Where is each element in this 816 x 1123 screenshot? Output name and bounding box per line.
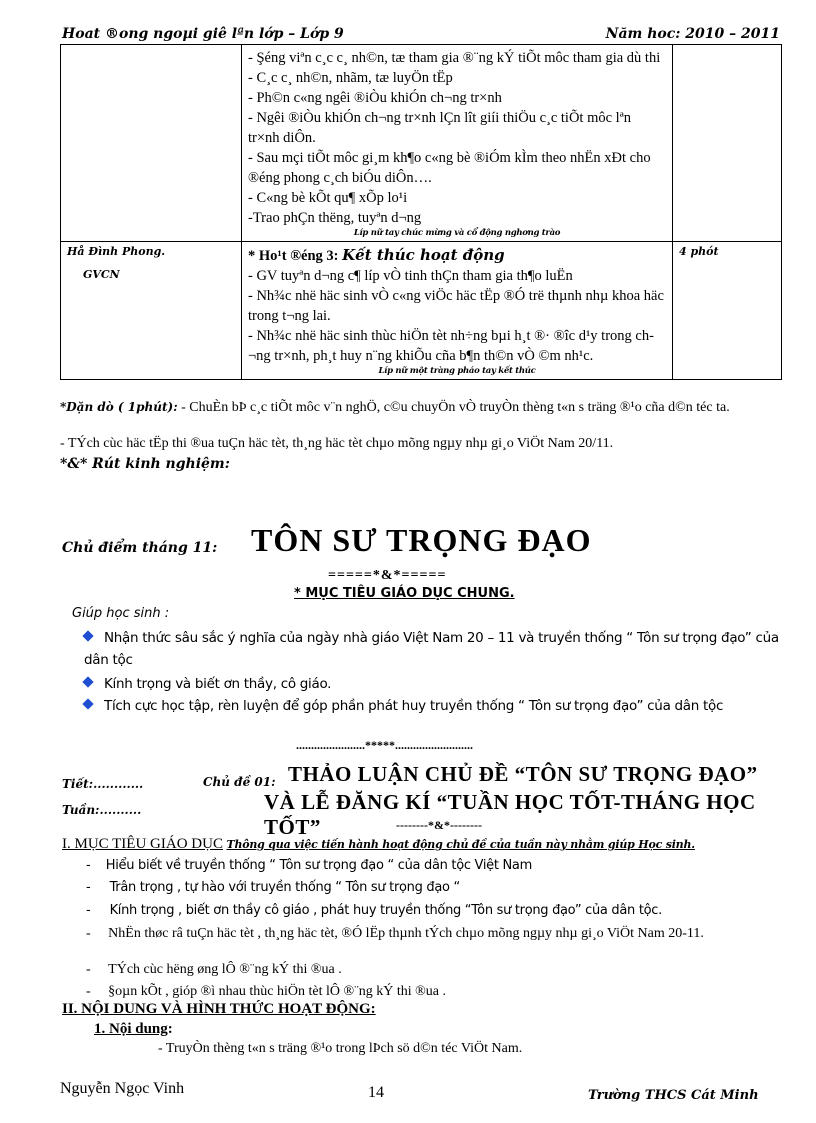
activity-line: - Ngêi ®iÒu khiÓn ch¬ng tr×nh lÇn lît giíi thiÖu c¸c tiÕt môc lªn tr×nh diÔn. (248, 110, 631, 146)
objective-item: - Trân trọng , tự hào với truyền thống “ Tôn sư trọng đạo “ (86, 880, 460, 895)
activity-prefix: * Ho¹t ®éng 3: (248, 248, 339, 264)
activity-line: - Şéng viªn c¸c c¸ nh©n, tæ tham gia ®¨ng kÝ tiÕt môc tham gia dù thi (248, 50, 661, 66)
activity-cell (242, 45, 673, 242)
time-cell (673, 45, 782, 242)
section2-subheading: 1. Nội dung (94, 1021, 168, 1037)
section2-subheading-line (94, 1021, 173, 1038)
diamond-bullet-icon (82, 698, 93, 709)
objective-text: Kính trọng , biết ơn thầy cô giáo , phát huy truyền thống “Tôn sư trọng đạo” của dân tộc. (109, 903, 662, 918)
homework-label: *Dặn dò ( 1phút): (60, 400, 178, 414)
activity-footer-note: Líp nữ một tràng pháo tay kết thúc (378, 366, 536, 376)
goal-intro: Giúp học sinh : (72, 606, 170, 621)
dots-separator: .......................*****.......................... (296, 738, 473, 752)
goal-bullet-text: Kính trọng và biết ơn thầy, cô giáo. (104, 676, 332, 692)
activity-line: - Nh¾c nhë häc sinh thùc hiÖn tèt nh÷ng bµi h¸t ®· ®îc d¹y trong ch¬ng tr×nh, ph¸t huy n¨ng khiÕu cña b¶n th©n vÒ ©m nh¹c. (248, 328, 654, 364)
activity-table (60, 44, 782, 380)
diamond-bullet-icon (82, 630, 93, 641)
footer-school: Trường THCS Cát Minh (588, 1088, 759, 1103)
goal-bullet (84, 673, 784, 695)
table-row (61, 45, 782, 242)
activity-heading (248, 245, 666, 266)
objective-text: Trân trọng , tự hào với truyền thống “ Tôn sư trọng đạo “ (109, 880, 460, 895)
tuan-label: Tuần:.......... (62, 803, 142, 817)
activity-title: Kết thúc hoạt động (342, 246, 505, 264)
activity-line: -Trao phÇn thëng, tuyªn d¬ng (248, 210, 422, 226)
person-role: GVCN (83, 268, 120, 281)
activity-line: - Nh¾c nhë häc sinh vÒ c«ng viÖc häc tËp ®Ó trë thµnh nhµ khoa häc trong t¬ng lai. (248, 288, 664, 324)
activity-footer-note: Líp nữ tay chúc mừng và cổ động nghơng trào (353, 228, 561, 238)
table-row (61, 242, 782, 380)
section2-heading: II. NỘI DUNG VÀ HÌNH THỨC HOẠT ĐỘNG: (62, 1001, 376, 1017)
objective-text: TÝch cùc hëng øng lÔ ®¨ng kÝ thi ®ua . (108, 962, 342, 977)
objective-item: - §oµn kÕt , gióp ®ì nhau thùc hiÖn tèt lÔ ®¨ng kÝ thi ®ua . (86, 984, 447, 999)
goal-bullet (84, 695, 784, 717)
tiet-label: Tiết:............ (62, 777, 144, 791)
section1-heading: I. MỤC TIÊU GIÁO DỤC (62, 836, 223, 852)
activity-line: - GV tuyªn d¬ng c¶ líp vÒ tinh thÇn tham gia th¶o luËn (248, 268, 573, 284)
time-cell (673, 242, 782, 380)
lesson-title-line2: VÀ LỄ ĐĂNG KÍ “TUẦN HỌC TỐT-THÁNG HỌC TỐT” (264, 790, 756, 839)
section2-line: - TruyÒn thèng t«n s träng ®¹o trong lÞch sö d©n téc ViÖt Nam. (158, 1041, 523, 1056)
homework-text-2: - TÝch cùc häc tËp thi ®ua tuÇn häc tèt, th¸ng häc tèt chµo mõng ngµy nhµ gi¸o ViÖt Nam 20/11. (60, 436, 614, 451)
diamond-bullet-icon (82, 676, 93, 687)
person-cell (61, 242, 242, 380)
goal-heading: * MỤC TIÊU GIÁO DỤC CHUNG. (294, 586, 515, 601)
theme-title: TÔN SƯ TRỌNG ĐẠO (251, 522, 592, 558)
footer-author: Nguyễn Ngọc Vinh (60, 1080, 185, 1097)
goal-bullet-text: Tích cực học tập, rèn luyện để góp phần phát huy truyền thống “ Tôn sư trọng đạo” của dân tộc (104, 698, 724, 714)
objective-text: Hiểu biết về truyền thống “ Tôn sư trọng đạo “ của dân tộc Việt Nam (105, 858, 532, 873)
goal-bullet-text: Nhận thức sâu sắc ý nghĩa của ngày nhà giáo Việt Nam 20 – 11 và truyền thống “ Tôn sư trọng đạo” của dân tộc (84, 630, 779, 668)
section1-subtitle: Thông qua việc tiến hành hoạt động chủ đề của tuần này nhằm giúp Học sinh. (226, 838, 695, 851)
objective-item: - Kính trọng , biết ơn thầy cô giáo , phát huy truyền thống “Tôn sư trọng đạo” của dân tộc. (86, 903, 662, 918)
objective-text: §oµn kÕt , gióp ®ì nhau thùc hiÖn tèt lÔ ®¨ng kÝ thi ®ua . (108, 984, 447, 999)
theme-divider: =====*&*===== (328, 568, 447, 583)
section1-heading-line (62, 836, 782, 853)
activity-cell (242, 242, 673, 380)
activity-line: - C«ng bè kÕt qu¶ xÕp lo¹i (248, 190, 408, 206)
objective-item: - Hiểu biết về truyền thống “ Tôn sư trọng đạo “ của dân tộc Việt Nam (86, 858, 532, 873)
goal-bullet (84, 627, 784, 671)
header-school-year: Năm hoc: 2010 – 2011 (605, 26, 780, 42)
objective-text: NhËn thøc râ tuÇn häc tèt , th¸ng häc tèt, ®Ó lËp thµnh tÝch chµo mõng ngµy nhµ gi¸o ViÖt Nam 20-11. (108, 926, 704, 941)
activity-time: 4 phót (679, 245, 719, 258)
homework-block (60, 398, 782, 417)
theme-label: Chủ điểm tháng 11: (62, 540, 218, 556)
activity-line: - C¸c c¸ nh©n, nhãm, tæ luyÖn tËp (248, 70, 453, 86)
header-title: Hoat ®ong ngoµi giê lªn lớp – Lớp 9 (62, 26, 344, 42)
objective-item: - NhËn thøc râ tuÇn häc tèt , th¸ng häc tèt, ®Ó lËp thµnh tÝch chµo mõng ngµy nhµ gi¸o ViÖt Nam 20-11. (86, 926, 704, 941)
lesson-divider: --------*&*-------- (396, 818, 482, 832)
chude-label: Chủ đề 01: (203, 775, 276, 789)
activity-line: - Sau mçi tiÕt môc gi¸m kh¶o c«ng bè ®iÓm kÌm theo nhËn xÐt cho ®éng phong c¸ch biÓu diÔn…. (248, 150, 651, 186)
section2-subheading-colon: : (167, 1021, 173, 1037)
person-name: Hå Ðình Phong. (67, 245, 166, 258)
rut-kinh-nghiem: *&* Rút kinh nghiệm: (60, 456, 230, 472)
homework-text: - ChuÈn bÞ c¸c tiÕt môc v¨n nghÖ, c©u chuyÖn vÒ truyÒn thèng t«n s träng ®¹o cña d©n téc ta. (181, 400, 730, 415)
activity-line: - Ph©n c«ng ngêi ®iÒu khiÓn ch¬ng tr×nh (248, 90, 502, 106)
objective-item: - TÝch cùc hëng øng lÔ ®¨ng kÝ thi ®ua . (86, 962, 342, 977)
person-cell (61, 45, 242, 242)
page-number: 14 (368, 1084, 384, 1101)
lesson-title-line1: THẢO LUẬN CHỦ ĐỀ “TÔN SƯ TRỌNG ĐẠO” (288, 762, 758, 786)
